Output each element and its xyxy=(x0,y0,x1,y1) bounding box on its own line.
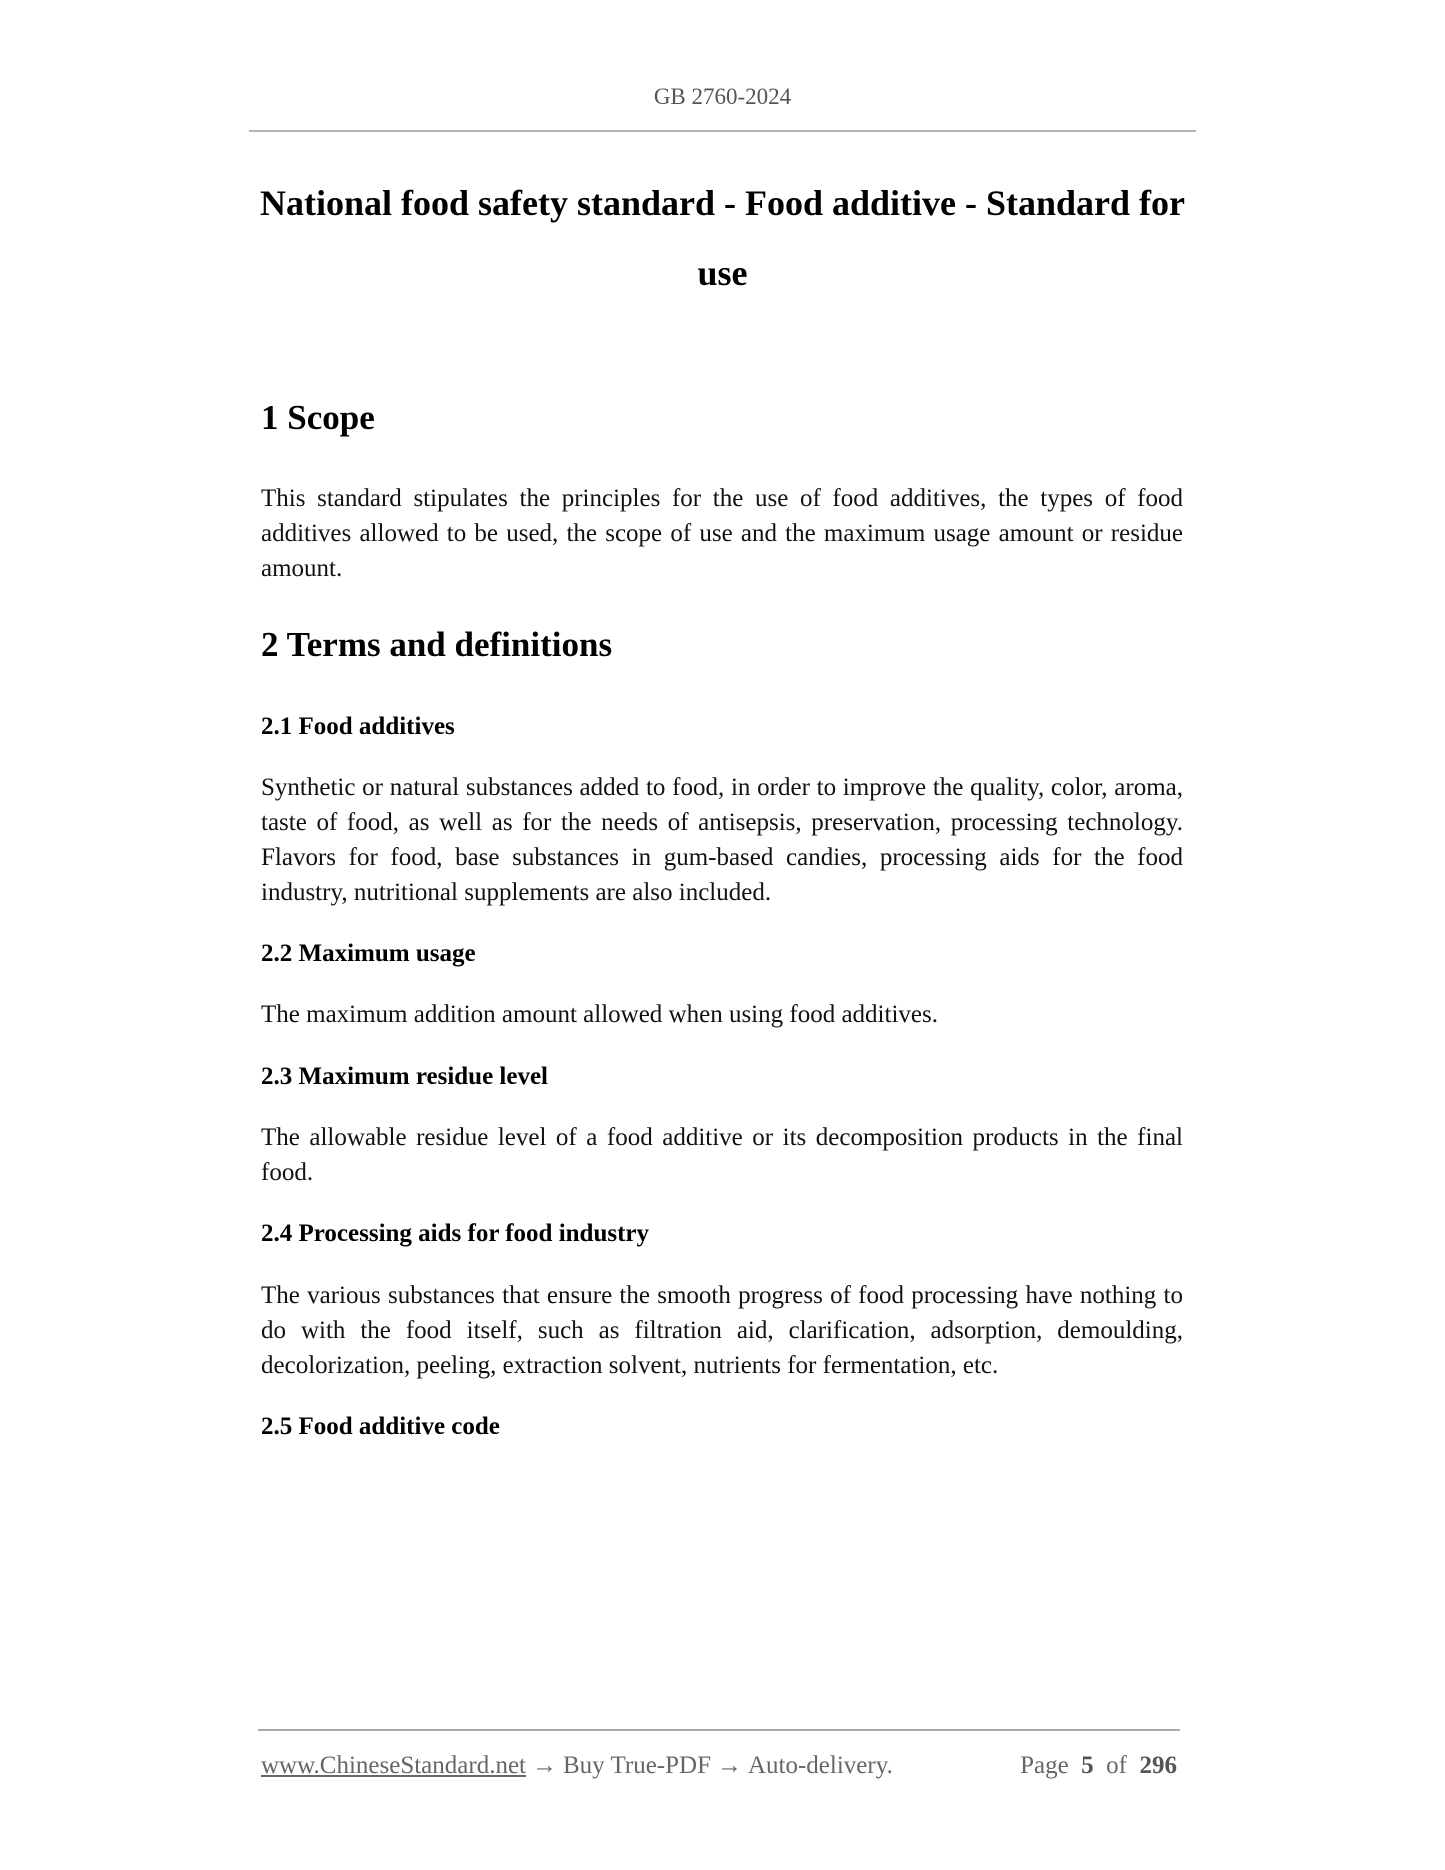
subsection-body-2-4: The various substances that ensure the smooth progress of food processing have nothing to do with the food itself, such as filtration aid, clarification, adsorption, demoulding, decolorization, peeling, extraction solvent, nutrients for fermentation, etc. xyxy=(261,1282,1183,1379)
subsection-body-2-3: The allowable residue level of a food additive or its decomposition products in the final food. xyxy=(261,1124,1183,1186)
chinesestandard-link[interactable]: www.ChineseStandard.net xyxy=(261,1752,526,1779)
section-heading-terms: 2 Terms and definitions xyxy=(261,625,613,664)
arrow-right-icon: → xyxy=(716,1752,742,1779)
page-header-doc-code: GB 2760-2024 xyxy=(653,84,792,109)
page-of: of xyxy=(1106,1752,1127,1779)
footer-divider xyxy=(258,1729,1180,1731)
subsection-heading-2-2: 2.2 Maximum usage xyxy=(261,940,476,967)
subsection-heading-2-3: 2.3 Maximum residue level xyxy=(261,1063,548,1090)
subsection-heading-2-1: 2.1 Food additives xyxy=(261,713,455,740)
arrow-right-icon: → xyxy=(532,1752,557,1779)
subsection-body-2-2: The maximum addition amount allowed when using food additives. xyxy=(261,1001,938,1028)
document-title-line1: National food safety standard - Food additive - Standard for xyxy=(259,183,1186,223)
page-current: 5 xyxy=(1081,1752,1094,1779)
subsection-heading-2-4: 2.4 Processing aids for food industry xyxy=(261,1220,650,1247)
document-title xyxy=(249,168,1196,308)
document-title-line2: use xyxy=(697,253,748,293)
section-body-scope: This standard stipulates the principles for the use of food additives, the types of food additives allowed to be used, the scope of use and the maximum usage amount or residue amount. xyxy=(261,485,1183,582)
page-total: 296 xyxy=(1139,1752,1177,1779)
footer-step-delivery: Auto-delivery. xyxy=(747,1752,893,1779)
page-footer xyxy=(261,1752,1177,1780)
section-heading-scope: 1 Scope xyxy=(261,398,375,437)
subsection-heading-2-5: 2.5 Food additive code xyxy=(261,1413,500,1440)
page-number xyxy=(1020,1752,1177,1780)
footer-promo xyxy=(261,1752,893,1780)
footer-step-buy: Buy True-PDF xyxy=(563,1752,711,1779)
header-divider xyxy=(249,130,1196,132)
subsection-body-2-1: Synthetic or natural substances added to food, in order to improve the quality, color, aroma, taste of food, as well as for the needs of antisepsis, preservation, processing technology. Flavors for food, base substances in gum-based candies, processing aids for the food industry, nutritional supplements are also included. xyxy=(261,774,1183,906)
page-label: Page xyxy=(1020,1752,1069,1779)
